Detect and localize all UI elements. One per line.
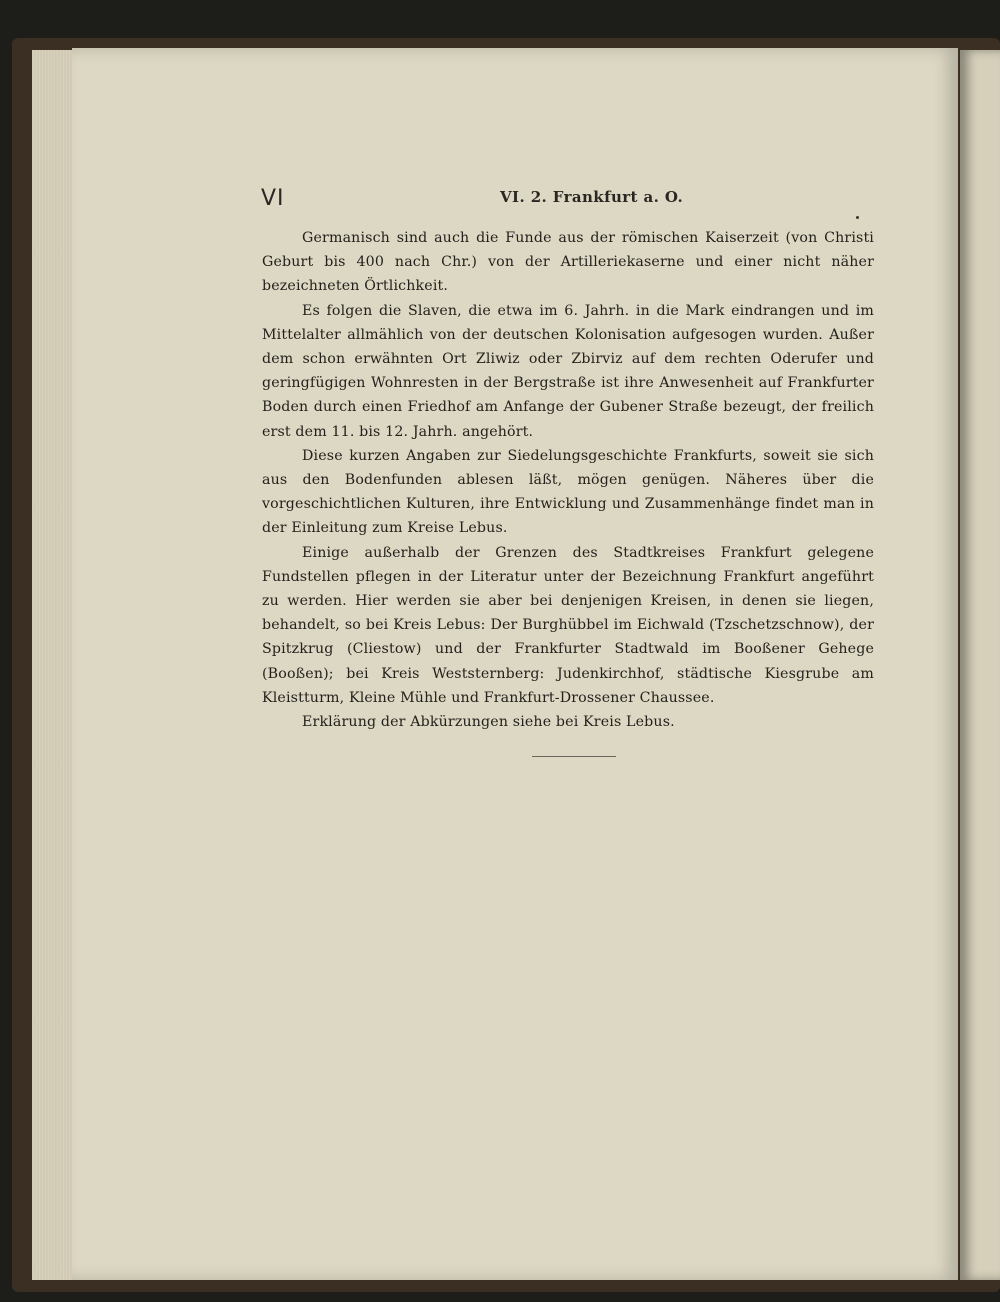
paragraph-roman-finds: Germanisch sind auch die Funde aus der römischen Kaiserzeit (von Christi Geburt bis 400 nach Chr.) von der Artilleriekaserne und einer nicht näher bezeichneten Örtlichkeit. [262,230,874,295]
paragraph-outside-sites: Einige außerhalb der Grenzen des Stadtkreises Frankfurt gelegene Fundstellen pflegen in der Literatur unter der Bezeichnung Frankfurt angeführt zu werden. Hier werden sie aber bei denjenigen Kreisen, in denen sie liegen, behandelt, so bei Kreis Lebus: Der Burghübbel im Eichwald (Tzschetzschnow), der Spitzkrug (Cliestow) und der Frankfurter Stadtwald im Booßener Gehege (Booßen); bei Kreis Weststernberg: Judenkirchhof, städtische Kiesgrube am Kleistturm, Kleine Mühle und Frankfurt-Drossener Chaussee. [262,544,874,706]
ink-mark [856,216,859,219]
page-number: VI [261,186,285,211]
paragraph-abbreviations: Erklärung der Abkürzungen siehe bei Kreis Lebus. [302,714,675,731]
paragraph-settlement-summary: Diese kurzen Angaben zur Siedelungsgeschichte Frankfurts, soweit sie sich aus den Bodenfunden ablesen läßt, mögen genügen. Näheres über die vorgeschichtlichen Kulturen, ihre Entwicklung und Zusammenhänge findet man in der Einleitung zum Kreise Lebus. [262,447,874,537]
paragraph-slavs: Es folgen die Slaven, die etwa im 6. Jahrh. in die Mark eindrangen und im Mittelalter allmählich von der deutschen Kolonisation aufgesogen wurden. Außer dem schon erwähnten Ort Zliwiz oder Zbirviz auf dem rechten Oderufer und geringfügigen Wohnresten in der Bergstraße ist ihre Anwesenheit auf Frankfurter Boden durch einen Friedhof am Anfange der Gubener Straße bezeugt, der freilich erst dem 11. bis 12. Jahrh. angehört. [262,302,874,440]
section-end-rule [532,756,616,757]
facing-page-edge [960,50,1000,1280]
body-text [262,226,874,734]
running-head: VI. 2. Frankfurt a. O. [500,188,684,206]
